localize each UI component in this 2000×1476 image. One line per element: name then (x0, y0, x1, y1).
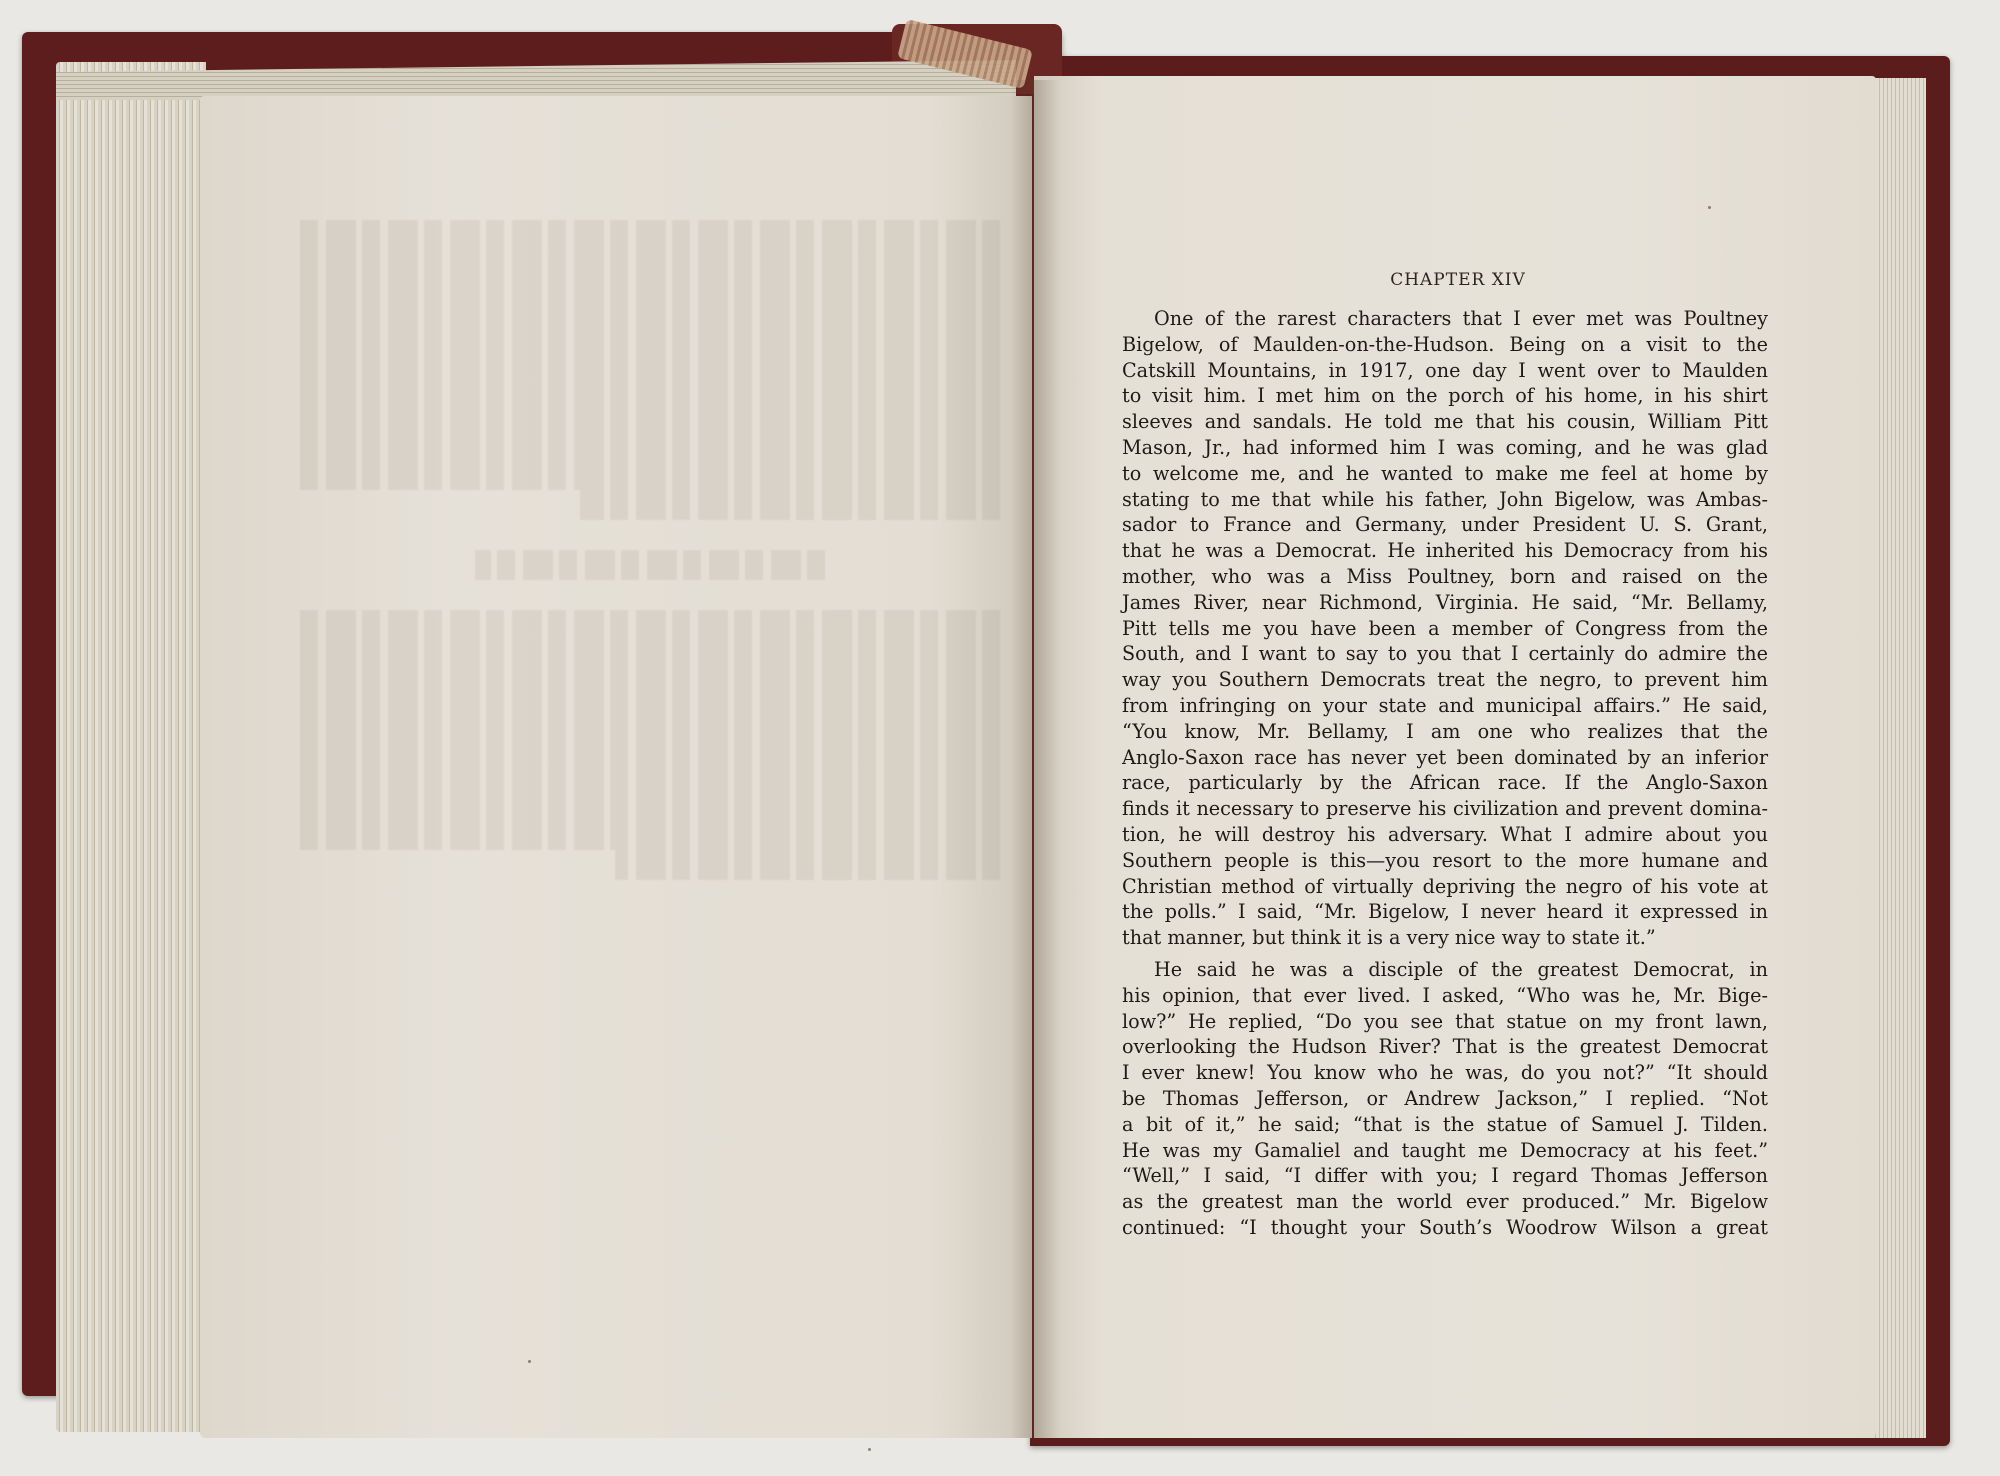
text-line: his opinion, that ever lived. I asked, “Who was he, Mr. Bige- (1122, 983, 1768, 1007)
text-line: stating to me that while his father, John Bigelow, was Ambas- (1122, 487, 1768, 511)
text-line: finds it necessary to preserve his civilization and prevent domina- (1122, 797, 1768, 821)
text-line: way you Southern Democrats treat the negro, to prevent him (1122, 668, 1768, 692)
paragraph (1122, 957, 1768, 1241)
text-line: I ever knew! You know who he was, do you not?” “It should (1122, 1061, 1768, 1085)
text-line: overlooking the Hudson River? That is the greatest Democrat (1122, 1035, 1768, 1059)
text-line: that manner, but think it is a very nice way to state it.” (1122, 926, 1656, 950)
text-line: Bigelow, of Maulden-on-the-Hudson. Being on a visit to the (1122, 332, 1768, 356)
text-line: He said he was a disciple of the greatest Democrat, in (1154, 957, 1768, 981)
text-line: “You know, Mr. Bellamy, I am one who realizes that the (1122, 719, 1768, 743)
page-edges-right (1868, 78, 1926, 1438)
text-line: mother, who was a Miss Poultney, born and raised on the (1122, 564, 1768, 588)
text-line: low?” He replied, “Do you see that statue on my front lawn, (1122, 1009, 1768, 1033)
page-edges-left (56, 62, 206, 1432)
text-line: South, and I want to say to you that I certainly do admire the (1122, 642, 1768, 666)
text-line: continued: “I thought your South’s Woodrow Wilson a great (1122, 1215, 1768, 1239)
speck (528, 1360, 531, 1363)
text-line: sleeves and sandals. He told me that his cousin, William Pitt (1122, 410, 1768, 434)
chapter-body (1122, 306, 1768, 1241)
text-line: to welcome me, and he wanted to make me feel at home by (1122, 461, 1768, 485)
text-line: Mason, Jr., had informed him I was coming, and he was glad (1122, 435, 1768, 459)
text-line: to visit him. I met him on the porch of his home, in his shirt (1122, 384, 1768, 408)
text-line: a bit of it,” he said; “that is the statue of Samuel J. Tilden. (1122, 1112, 1768, 1136)
text-line: Southern people is this—you resort to the more humane and (1122, 848, 1768, 872)
text-line: tion, he will destroy his adversary. What I admire about you (1122, 822, 1768, 846)
text-line: Christian method of virtually depriving the negro of his vote at (1122, 874, 1768, 898)
text-line: Anglo-Saxon race has never yet been dominated by an inferior (1122, 745, 1768, 769)
chapter-title: CHAPTER XIV (1390, 270, 1526, 290)
text-line: He was my Gamaliel and taught me Democracy at his feet.” (1122, 1138, 1768, 1162)
paragraph (1122, 306, 1768, 951)
text-line: race, particularly by the African race. If the Anglo-Saxon (1122, 771, 1768, 795)
text-line: Catskill Mountains, in 1917, one day I went over to Maulden (1122, 358, 1768, 382)
text-line: the polls.” I said, “Mr. Bigelow, I never heard it expressed in (1122, 900, 1768, 924)
text-line: be Thomas Jefferson, or Andrew Jackson,” I replied. “Not (1122, 1086, 1768, 1110)
speck (1708, 206, 1711, 209)
text-line: Pitt tells me you have been a member of Congress from the (1122, 616, 1768, 640)
speck (868, 1448, 871, 1451)
text-line: “Well,” I said, “I differ with you; I regard Thomas Jefferson (1122, 1164, 1768, 1188)
text-line: James River, near Richmond, Virginia. He said, “Mr. Bellamy, (1122, 590, 1768, 614)
text-line: as the greatest man the world ever produced.” Mr. Bigelow (1122, 1190, 1768, 1214)
show-through-text (300, 220, 1000, 980)
text-line: One of the rarest characters that I ever met was Poultney (1154, 307, 1768, 330)
text-line: that he was a Democrat. He inherited his Democracy from his (1122, 539, 1768, 563)
text-line: sador to France and Germany, under President U. S. Grant, (1122, 513, 1768, 537)
text-line: from infringing on your state and municipal affairs.” He said, (1122, 693, 1768, 717)
